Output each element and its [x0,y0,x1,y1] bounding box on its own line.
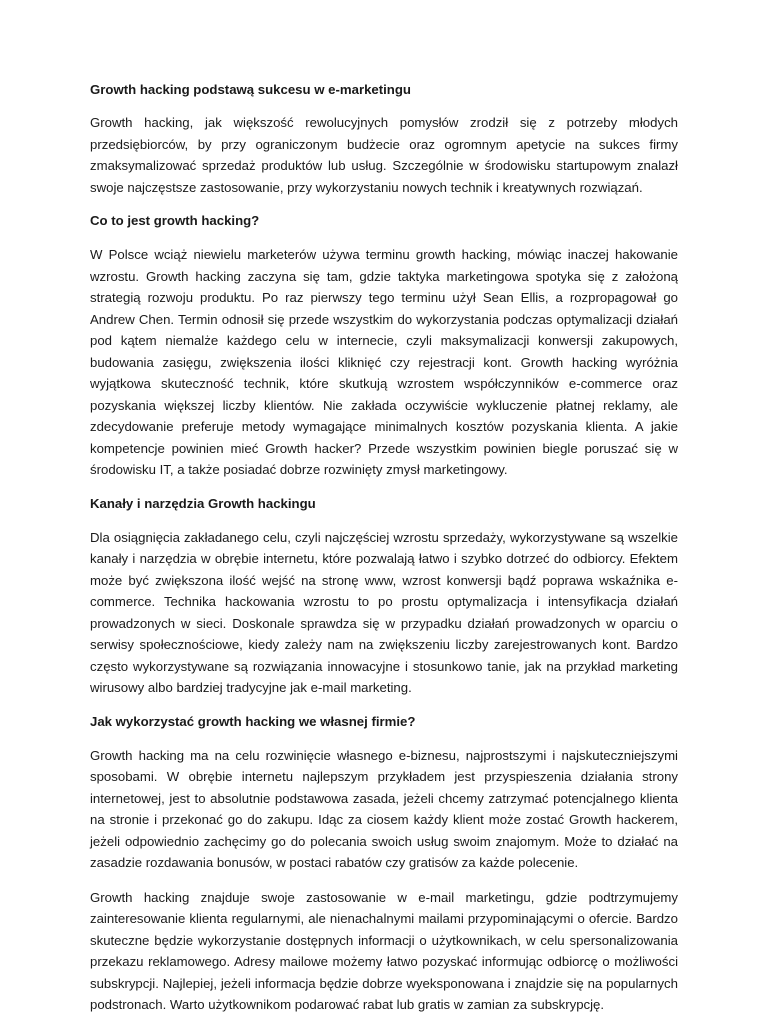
intro-paragraph: Growth hacking, jak większość rewolucyjnych pomysłów zrodził się z potrzeby młodych przedsiębiorców, by przy ograniczonym budżecie oraz ogromnym apetycie na sukces firmy zmaksymalizować sprzedaż produktów lub usług. Szczególnie w środowisku startupowym znalazł swoje najczęstsze zastosowanie, przy wykorzystaniu nowych technik i kreatywnych rozwiązań. [90,115,678,195]
section-paragraph: Dla osiągnięcia zakładanego celu, czyli najczęściej wzrostu sprzedaży, wykorzystywane są wszelkie kanały i narzędzia w obrębie internetu, które pozwalają łatwo i szybko dotrzeć do odbiorcy. Efektem może być zwiększona ilość wejść na stronę www, wzrost konwersji bądź poprawa wskaźnika e-commerce. Technika hackowania wzrostu to po prostu optymalizacja i intensyfikacja działań prowadzonych w sieci. Doskonale sprawdza się w przypadku działań prowadzonych w oparciu o serwisy społecznościowe, kiedy zależy nam na zwiększeniu liczby zarejestrowanych kont. Bardzo często wykorzystywane są rozwiązania innowacyjne i stosunkowo tanie, jak na przykład marketing wirusowy albo bardziej tradycyjne jak e-mail marketing. [90,529,678,695]
document-title: Growth hacking podstawą sukcesu w e-marketingu [90,82,411,97]
section-heading: Kanały i narzędzia Growth hackingu [90,495,316,511]
section-heading: Co to jest growth hacking? [90,213,260,228]
section-paragraph: Growth hacking ma na celu rozwinięcie własnego e-biznesu, najprostszymi i najskuteczniejszymi sposobami. W obrębie internetu najlepszym przykładem jest przyspieszenia działania strony internetowej, jest to absolutnie podstawowa zasada, jeżeli chcemy zatrzymać potencjalnego klienta na stronie i przekonać go do zakupu. Idąc za ciosem każdy klient może zostać Growth hackerem, jeżeli odpowiednio zachęcimy go do polecania swoich usług swoim znajomym. Może to działać na zasadzie rozdawania bonusów, w postaci rabatów czy gratisów za każde polecenie. [90,747,678,870]
section-paragraph: W Polsce wciąż niewielu marketerów używa terminu growth hacking, mówiąc inaczej hakowanie wzrostu. Growth hacking zaczyna się tam, gdzie taktyka marketingowa spotyka się z założoną strategią rozwoju produktu. Po raz pierwszy tego terminu użył Sean Ellis, a rozpropagował go Andrew Chen. Termin odnosił się przede wszystkim do wykorzystania podczas optymalizacji działań pod kątem niemalże każdego celu w internecie, czyli maksymalizacji konwersji zakupowych, budowania zasięgu, zwiększenia ilości kliknięć czy rejestracji kont. Growth hacking wyróżnia wyjątkowa skuteczność technik, które skutkują wzrostem współczynników e-commerce oraz pozyskania większej liczby klientów. Nie zakłada oczywiście wykluczenie płatnej reklamy, ale zdecydowanie preferuje metody wymagające minimalnych kosztów pozyskania klienta. A jakie kompetencje powinien mieć Growth hacker? Przede wszystkim powinien biegle poruszać się w środowisku IT, a także posiadać dobrze rozwinięty zmysł marketingowy. [90,247,678,477]
section-paragraph: Growth hacking znajduje swoje zastosowanie w e-mail marketingu, gdzie podtrzymujemy zainteresowanie klienta regularnymi, ale nienachalnymi mailami przypominającymi o ofercie. Bardzo skuteczne będzie wykorzystanie dostępnych informacji o użytkownikach, w celu spersonalizowania przekazu reklamowego. Adresy mailowe możemy łatwo pozyskać informując odbiorcę o możliwości subskrypcji. Najlepiej, jeżeli informacja będzie dobrze wyeksponowana i znajdzie się na popularnych podstronach. Warto użytkownikom podarować rabat lub gratis w zamian za subskrypcję. [90,889,678,1012]
section-heading: Jak wykorzystać growth hacking we własnej firmie? [90,713,416,729]
